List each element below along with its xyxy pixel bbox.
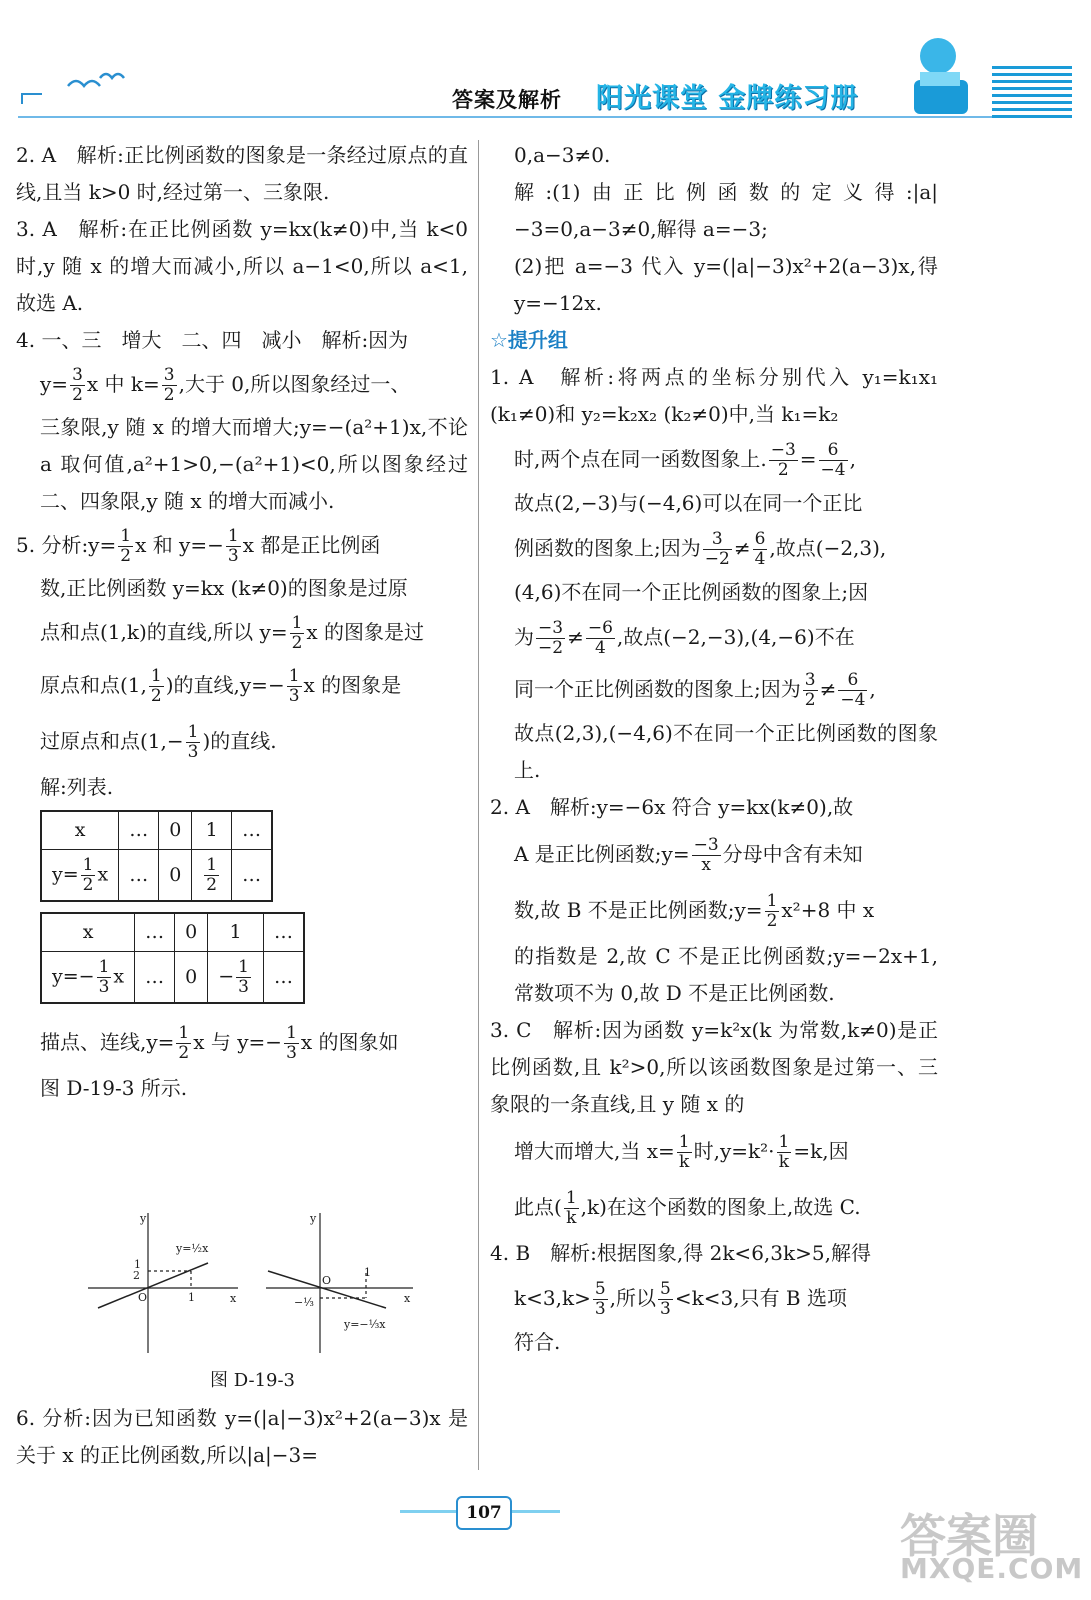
fraction-1-k: $\frac{1}{k}$	[565, 1188, 577, 1228]
answer-4-rest: 三象限,y 随 x 的增大而增大;y=−(a²+1)x,不论 a 取何值,a²+1>0,−(a²+1)<0,所以图象经过二、四象限,y 随 x 的增大而减小.	[40, 415, 468, 513]
svg-text:y=−⅓x: y=−⅓x	[344, 1318, 386, 1331]
advanced-1-line4: 例函数的图象上;因为 $\frac{3}{-2}$ ≠ $\frac{6}{4}$ ,故点(−2,3),	[514, 529, 887, 569]
fraction-1-2: $\frac{1}{2}$	[178, 1023, 190, 1063]
table-cell: …	[135, 913, 175, 952]
svg-text:x: x	[230, 1292, 237, 1305]
fraction-1-3: $\frac{1}{3}$	[227, 526, 239, 566]
column-divider	[478, 140, 479, 1470]
fraction-neg3-neg2: $\frac{-3}{-2}$	[538, 618, 564, 658]
svg-text:1: 1	[188, 1291, 195, 1304]
header-brand: 阳光课堂 金牌练习册	[596, 83, 859, 114]
svg-text:1: 1	[134, 1258, 141, 1271]
value-table-1	[40, 810, 273, 902]
fraction-1-2: $\frac{1}{2}$	[766, 891, 778, 931]
text-span: 时,y=k²·	[693, 1139, 775, 1163]
svg-text:y: y	[310, 1212, 317, 1225]
text-span: ,故点(−2,−3),(4,−6)不在	[616, 625, 855, 649]
figure-caption: 图 D-19-3	[210, 1370, 296, 1391]
text-span: <k<3,只有 B 选项	[674, 1286, 847, 1310]
answer-2: 2. A 解析:正比例函数的图象是一条经过原点的直线,且当 k>0 时,经过第一、三象限.	[16, 143, 468, 204]
advanced-2-line1: 2. A 解析:y=−6x 符合 y=kx(k≠0),故	[490, 795, 854, 819]
text-span: 同一个正比例函数的图象上;因为	[514, 677, 801, 701]
text-span: 描点、连线,y=	[40, 1030, 175, 1054]
table-cell: 0	[175, 952, 208, 1004]
answer-4-line2	[16, 359, 468, 409]
answer-5-line3	[16, 607, 468, 657]
advanced-1-line8: 故点(2,3),(−4,6)不在同一个正比例函数的图象上.	[514, 721, 938, 782]
table-cell: $\frac{1}{2}$	[192, 850, 232, 902]
table-cell: 0	[159, 811, 192, 850]
text-span: 此点	[514, 1195, 554, 1219]
text-span: 为	[514, 625, 534, 649]
left-column-bottom	[16, 1400, 468, 1474]
table-cell: 1	[192, 811, 232, 850]
table-cell: …	[135, 952, 175, 1004]
table-cell: x	[41, 913, 135, 952]
answer-6-cont: 0,a−3≠0.	[514, 143, 611, 167]
table-cell: 0	[175, 913, 208, 952]
fraction-1-2: $\frac{1}{2}$	[120, 526, 132, 566]
answer-5-line6	[16, 1014, 468, 1070]
fraction-1-3: $\frac{1}{3}$	[187, 722, 199, 762]
fraction-1-3: $\frac{1}{3}$	[288, 666, 300, 706]
svg-text:1: 1	[364, 1266, 371, 1279]
text-span: y=	[40, 372, 69, 396]
text-span: k<3,k>	[514, 1286, 591, 1310]
answer-3: 3. A 解析:在正比例函数 y=kx(k≠0)中,当 k<0 时,y 随 x 的增大而减小,所以 a−1<0,所以 a<1,故选 A.	[16, 217, 468, 315]
text-span: x 的图象是过	[306, 620, 425, 644]
section-advanced: ☆提升组	[490, 328, 568, 352]
text-span: x 和 y=−	[135, 533, 224, 557]
text-span: 过原点和点	[40, 729, 140, 753]
advanced-2-line4: 的指数是 2,故 C 不是正比例函数;y=−2x+1,常数项不为 0,故 D 不是正比例函数.	[514, 944, 938, 1005]
fraction-1-2: $\frac{1}{2}$	[150, 666, 162, 706]
watermark-url: MXQE.COM	[900, 1552, 1084, 1585]
table-cell: …	[263, 952, 304, 1004]
text-span: x 与 y=−	[193, 1030, 283, 1054]
text-span: 例函数的图象上;因为	[514, 536, 701, 560]
right-column	[490, 137, 938, 1361]
answer-4-line1: 4. 一、三 增大 二、四 减小 解析:因为	[16, 328, 409, 352]
page-header	[0, 0, 1091, 130]
text-span: x²+8 中 x	[781, 898, 875, 922]
advanced-3-line2	[490, 1123, 938, 1179]
table-cell: …	[263, 913, 304, 952]
text-span: =k,因	[793, 1139, 849, 1163]
answer-5-line7: 图 D-19-3 所示.	[40, 1076, 188, 1100]
table-row	[41, 850, 272, 902]
text-span: ,故点(−2,3),	[769, 536, 887, 560]
text-span: x 的图象如	[300, 1030, 399, 1054]
header-rule	[18, 116, 1011, 118]
text-span: 的直线,y=−	[173, 673, 285, 697]
table-cell: 1	[208, 913, 264, 952]
page-number: 107	[456, 1496, 512, 1530]
fraction-3-2: $\frac{3}{2}$	[72, 365, 83, 405]
figure-d-19-3	[88, 1208, 428, 1358]
answer-6-start: 6. 分析:因为已知函数 y=(|a|−3)x²+2(a−3)x 是关于 x 的正比例函数,所以|a|−3=	[16, 1406, 468, 1467]
fraction-neg3-x: $\frac{-3}{x}$	[693, 835, 719, 875]
fraction-neg6-4: $\frac{-6}{4}$	[587, 618, 613, 658]
fraction-1-k: $\frac{1}{k}$	[678, 1132, 690, 1172]
watermark-logo: 答案圈	[900, 1509, 1038, 1563]
answer-5-line2: 数,正比例函数 y=kx (k≠0)的图象是过原	[40, 576, 408, 600]
fraction-1-2: $\frac{1}{2}$	[291, 613, 303, 653]
text-span: x 都是正比例函	[242, 533, 381, 557]
table-cell: …	[119, 850, 159, 902]
fraction-6-neg4: $\frac{6}{-4}$	[820, 440, 846, 480]
table-row	[41, 913, 304, 952]
answer-5-line4: 原点和点(1, $\frac{1}{2}$ )的直线,y=− $\frac{1}{3}$ x 的图象是	[40, 666, 402, 706]
fraction-1-k: $\frac{1}{k}$	[778, 1132, 790, 1172]
advanced-1-line1: 1. A 解析:将两点的坐标分别代入 y₁=k₁x₁ (k₁≠0)和 y₂=k₂x₂ (k₂≠0)中,当 k₁=k₂	[490, 365, 938, 426]
answer-5-line5: 过原点和点(1,− $\frac{1}{3}$ )的直线.	[40, 722, 277, 762]
advanced-1-line7: 同一个正比例函数的图象上;因为 $\frac{3}{2}$ ≠ $\frac{6}{-4}$ ,	[514, 670, 876, 710]
svg-text:y: y	[140, 1212, 147, 1225]
graph-left	[88, 1213, 238, 1353]
text-span: A 是正比例函数;y=	[514, 842, 690, 866]
table-row	[41, 811, 272, 850]
table-cell: 0	[159, 850, 192, 902]
advanced-4-line3: 符合.	[514, 1330, 561, 1354]
text-span: 时,两个点在同一函数图象上.	[514, 447, 767, 471]
text-span: 原点和点	[40, 673, 120, 697]
fraction-5-3: $\frac{5}{3}$	[660, 1279, 671, 1319]
table-cell: y=− $\frac{1}{3}$ x	[41, 952, 135, 1004]
answer-6-part2: (2)把 a=−3 代入 y=(|a|−3)x²+2(a−3)x,得 y=−12x.	[514, 254, 938, 315]
fraction-3-2: $\frac{3}{2}$	[804, 670, 816, 710]
advanced-2-line3	[490, 882, 938, 938]
table-cell: …	[119, 811, 159, 850]
student-reading-icon	[890, 30, 990, 120]
text-span: x 的图象是	[303, 673, 402, 697]
text-span: 增大而增大,当 x=	[514, 1139, 675, 1163]
table-cell: x	[41, 811, 119, 850]
answer-5-line1	[16, 520, 468, 570]
text-span: 点和点(1,k)的直线,所以 y=	[40, 620, 288, 644]
table-cell: …	[232, 811, 273, 850]
fraction-neg3-2: $\frac{-3}{2}$	[770, 440, 796, 480]
advanced-2-line2	[490, 826, 938, 882]
advanced-1-line3: 故点(2,−3)与(−4,6)可以在同一个正比	[514, 491, 863, 515]
left-column	[16, 137, 468, 1107]
graph-right	[266, 1213, 413, 1353]
text-span: 在这个函数的图象上,故选 C.	[606, 1195, 861, 1219]
fraction-1-3: $\frac{1}{3}$	[286, 1023, 297, 1063]
fraction-6-4: $\frac{6}{4}$	[754, 529, 766, 569]
advanced-1-line5: (4,6)不在同一个正比例函数的图象上;因	[514, 580, 869, 604]
svg-text:2: 2	[133, 1269, 140, 1282]
svg-text:x: x	[404, 1292, 411, 1305]
advanced-4-line1: 4. B 解析:根据图象,得 2k<6,3k>5,解得	[490, 1241, 871, 1265]
text-span: 数,故 B 不是正比例函数;y=	[514, 898, 763, 922]
text-span: 分母中含有未知	[722, 842, 863, 866]
text-span: 的直线.	[210, 729, 277, 753]
text-span: ,所以	[609, 1286, 657, 1310]
svg-text:O: O	[138, 1291, 148, 1304]
advanced-1-line6: 为 $\frac{-3}{-2}$ ≠ $\frac{-6}{4}$ ,故点(−2,−3),(4,−6)不在	[514, 618, 855, 658]
svg-text:y=½x: y=½x	[176, 1242, 209, 1255]
fraction-3-neg2: $\frac{3}{-2}$	[704, 529, 730, 569]
svg-text:−⅓: −⅓	[294, 1296, 314, 1309]
text-span: x 中 k=	[86, 372, 160, 396]
answer-6-solution: 解:(1)由正比例函数的定义得:|a|−3=0,a−3≠0,解得 a=−3;	[514, 180, 938, 241]
fraction-5-3: $\frac{5}{3}$	[594, 1279, 606, 1319]
fraction-3-2: $\frac{3}{2}$	[163, 365, 175, 405]
header-title: 答案及解析	[452, 88, 562, 112]
svg-text:O: O	[322, 1274, 332, 1287]
table-cell: y= $\frac{1}{2}$ x	[41, 850, 119, 902]
value-table-2	[40, 912, 305, 1004]
text-span: 5. 分析:y=	[16, 533, 117, 557]
table-cell: − $\frac{1}{3}$	[208, 952, 264, 1004]
advanced-4-line2	[490, 1272, 938, 1324]
advanced-1-line2: 时,两个点在同一函数图象上. $\frac{-3}{2}$ = $\frac{6}{-4}$ ,	[514, 440, 856, 480]
header-stripes	[992, 66, 1072, 118]
solution-label: 解:列表.	[40, 775, 114, 799]
fraction-6-neg4: $\frac{6}{-4}$	[840, 670, 866, 710]
birds-decoration-icon	[18, 60, 138, 110]
table-cell: …	[232, 850, 273, 902]
table-row	[41, 952, 304, 1004]
advanced-3-line1: 3. C 解析:因为函数 y=k²x(k 为常数,k≠0)是正比例函数,且 k²>0,所以该函数图象是过第一、三象限的一条直线,且 y 随 x 的	[490, 1018, 938, 1116]
advanced-3-line3: 此点( $\frac{1}{k}$ ,k)在这个函数的图象上,故选 C.	[514, 1188, 861, 1228]
text-span: ,大于 0,所以图象经过一、	[178, 372, 411, 396]
